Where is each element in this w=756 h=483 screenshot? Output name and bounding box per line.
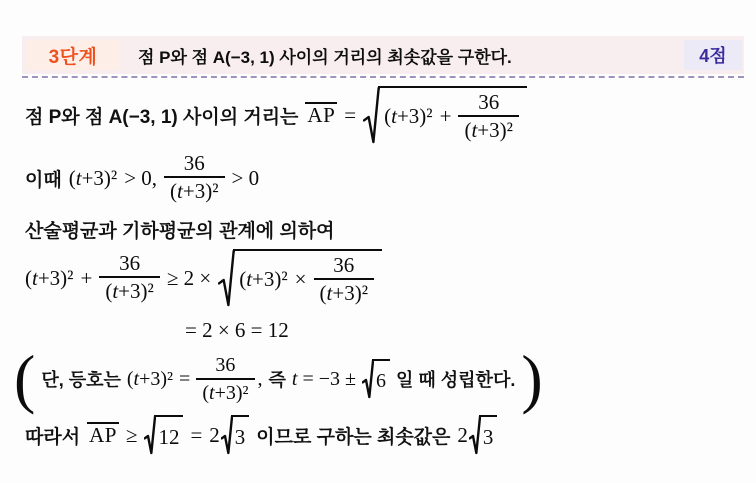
solution-line-amgm-statement xyxy=(25,214,335,244)
line1-prefix-text: 점 P와 점 A(−3, 1) 사이의 거리는 xyxy=(25,106,299,128)
step-header xyxy=(22,36,744,74)
line7-middle-text: 이므로 구하는 최솟값은 xyxy=(256,426,451,448)
term-t-plus-3-squared: (t+3)² xyxy=(126,367,174,390)
solution-line-equality-note: ( 단, 등호는 (t+3)² = $\frac{36}{\text{(t+3)²}}$ , 즉 t = −3 ± 6 일 때 성립한다. ) xyxy=(14,342,543,415)
points-badge-label: 4점 xyxy=(699,46,727,66)
fraction-numerator: 36 xyxy=(183,151,205,176)
radicand-value: 3 xyxy=(234,424,246,449)
fraction-numerator: 36 xyxy=(333,252,355,277)
radicand xyxy=(372,359,390,399)
line2-prefix-text: 이때 xyxy=(25,169,62,191)
comma: , xyxy=(257,367,263,390)
plus-sign: + xyxy=(80,265,93,290)
radical-expression xyxy=(362,359,390,399)
note-text-3: 일 때 성립한다. xyxy=(396,370,516,390)
note-text-1: 단, 등호는 xyxy=(41,370,121,390)
fraction-numerator: 36 xyxy=(215,353,236,376)
term-t-plus-3-squared: (t+3)² xyxy=(68,165,118,190)
step-badge xyxy=(26,40,120,70)
coefficient-2: 2 xyxy=(209,422,220,447)
term-t-plus-3-squared: (t+3)² xyxy=(384,104,433,128)
term-t-plus-3-squared: (t+3)² xyxy=(25,265,74,290)
radicand xyxy=(154,415,183,455)
t-value-expression: t = −3 ± xyxy=(291,367,356,390)
step-badge-label: 3단계 xyxy=(48,46,98,68)
step-title: 점 P와 점 A(−3, 1) 사이의 거리의 최솟값을 구한다. xyxy=(138,47,512,67)
solution-line-distance xyxy=(25,86,527,144)
radical-expression xyxy=(218,249,382,308)
radicand-value: 3 xyxy=(482,424,494,449)
fraction xyxy=(458,91,518,142)
fraction xyxy=(99,252,159,303)
fraction xyxy=(164,152,224,203)
fraction-denominator: (t+3)² xyxy=(99,276,159,303)
fraction-denominator: (t+3)² xyxy=(164,176,224,203)
radical-expression xyxy=(469,415,498,455)
radical-expression xyxy=(144,415,183,455)
solution-line-inequality xyxy=(25,246,382,310)
coefficient-2: 2 xyxy=(457,422,468,447)
fraction-numerator: 36 xyxy=(119,251,141,276)
line3-text: 산술평균과 기하평균의 관계에 의하여 xyxy=(25,220,335,242)
term-t-plus-3-squared: (t+3)² xyxy=(239,267,288,291)
segment-ap-overline: AP xyxy=(89,423,117,448)
note-text-2: 즉 xyxy=(268,370,286,390)
greater-than-zero: > 0, xyxy=(124,165,158,190)
plus-sign: + xyxy=(439,104,452,128)
equals-sign: = xyxy=(190,422,203,447)
fraction-denominator: (t+3)² xyxy=(314,278,374,305)
fraction xyxy=(196,355,254,404)
times-sign: × xyxy=(294,267,307,291)
radical-expression xyxy=(363,86,527,145)
fraction-denominator: (t+3)² xyxy=(458,115,518,142)
geq-two-times: ≥ 2 × xyxy=(166,265,212,290)
segment-ap-overline: AP xyxy=(307,103,336,128)
equals-sign: = xyxy=(179,367,191,390)
dashed-divider xyxy=(22,76,744,78)
radicand-value: 12 xyxy=(158,424,180,449)
radical-expression xyxy=(221,415,250,455)
radicand xyxy=(479,415,498,455)
radicand xyxy=(231,415,250,455)
line5-equation: = 2 × 6 = 12 xyxy=(185,317,289,342)
geq-sign: ≥ xyxy=(125,422,138,447)
fraction-numerator: 36 xyxy=(478,89,500,114)
fraction xyxy=(314,254,374,305)
solution-line-positivity xyxy=(25,150,259,206)
equals-sign: = xyxy=(344,102,357,127)
fraction-denominator: (t+3)² xyxy=(196,378,254,404)
radicand-value: 6 xyxy=(376,369,386,392)
solution-line-conclusion xyxy=(25,412,497,458)
radicand xyxy=(233,249,382,308)
solution-line-result-12 xyxy=(185,314,289,346)
greater-than-zero: > 0 xyxy=(231,165,260,190)
radicand xyxy=(378,86,527,145)
line7-prefix-text: 따라서 xyxy=(25,426,81,448)
points-badge xyxy=(684,40,742,70)
